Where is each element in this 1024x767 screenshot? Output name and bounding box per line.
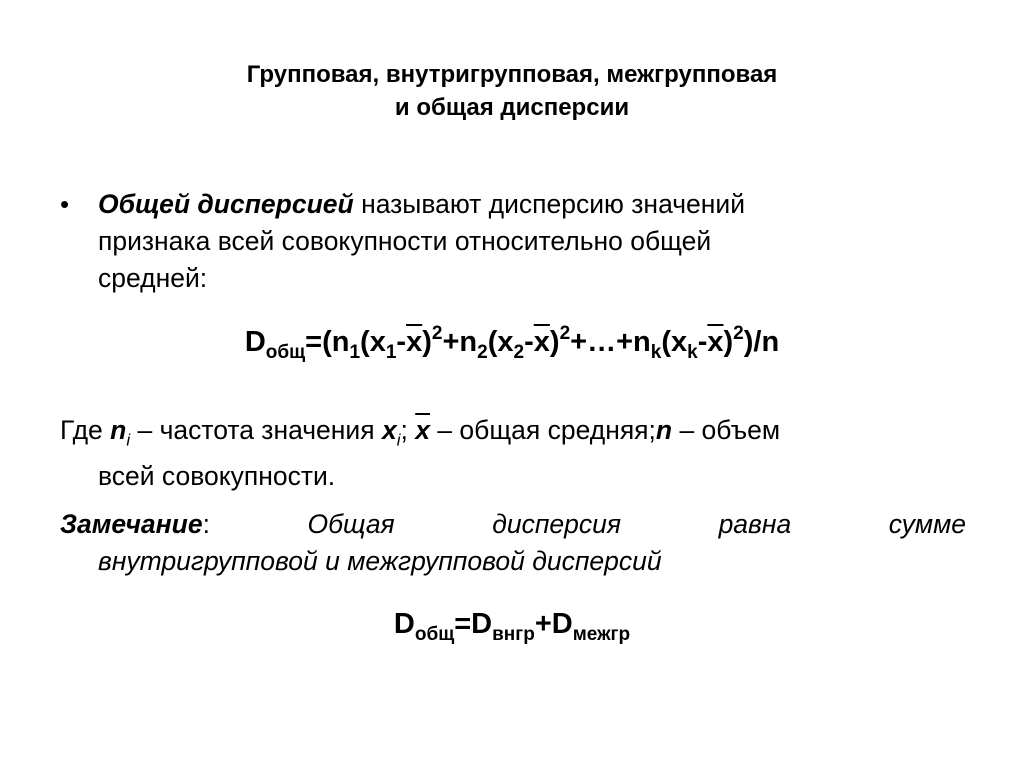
x-bar: $\overline{x}$ — [415, 415, 430, 445]
bullet-marker: • — [60, 189, 70, 219]
definition-text-3: средней: — [98, 263, 208, 293]
title-line-1: Групповая, внутригрупповая, межгрупповая — [246, 61, 778, 88]
definition-paragraph — [98, 186, 858, 297]
slide-title — [0, 58, 1024, 124]
x-bar: $\overline{x}$ — [533, 326, 550, 358]
x-bar: $\overline{x}$ — [406, 326, 423, 358]
remark-line-1: Замечание: Общая дисперсия равна сумме — [60, 509, 966, 539]
title-line-2: и общая дисперсии — [394, 94, 630, 121]
remark-label: Замечание — [60, 509, 203, 539]
remark-line-2: внутригрупповой и межгрупповой дисперсий — [98, 546, 662, 576]
remark-paragraph — [60, 506, 966, 580]
total-variance-formula: $D_{общ}=(n_1(x_1-\overline{x})^2+n_2(x_2-\overline{x})^2+\dots+n_k(x_k-\overline{x})^2)/n$ — [244, 323, 780, 363]
variance-sum-formula: $D_{общ}=D_{внгр}+D_{межгр}$ — [393, 608, 631, 645]
x-bar: $\overline{x}$ — [707, 326, 724, 358]
definition-text-1: называют дисперсию значений — [353, 189, 746, 219]
where-paragraph: Где $n_i$ – частота значения $x_i$; $\overline{x}$ – общая средняя;n – объем всей совокупности. — [60, 412, 966, 495]
definition-term: Общей дисперсией — [98, 189, 354, 219]
definition-text-2: признака всей совокупности относительно общей — [98, 226, 712, 256]
where-line-2: всей совокупности. — [98, 461, 336, 492]
